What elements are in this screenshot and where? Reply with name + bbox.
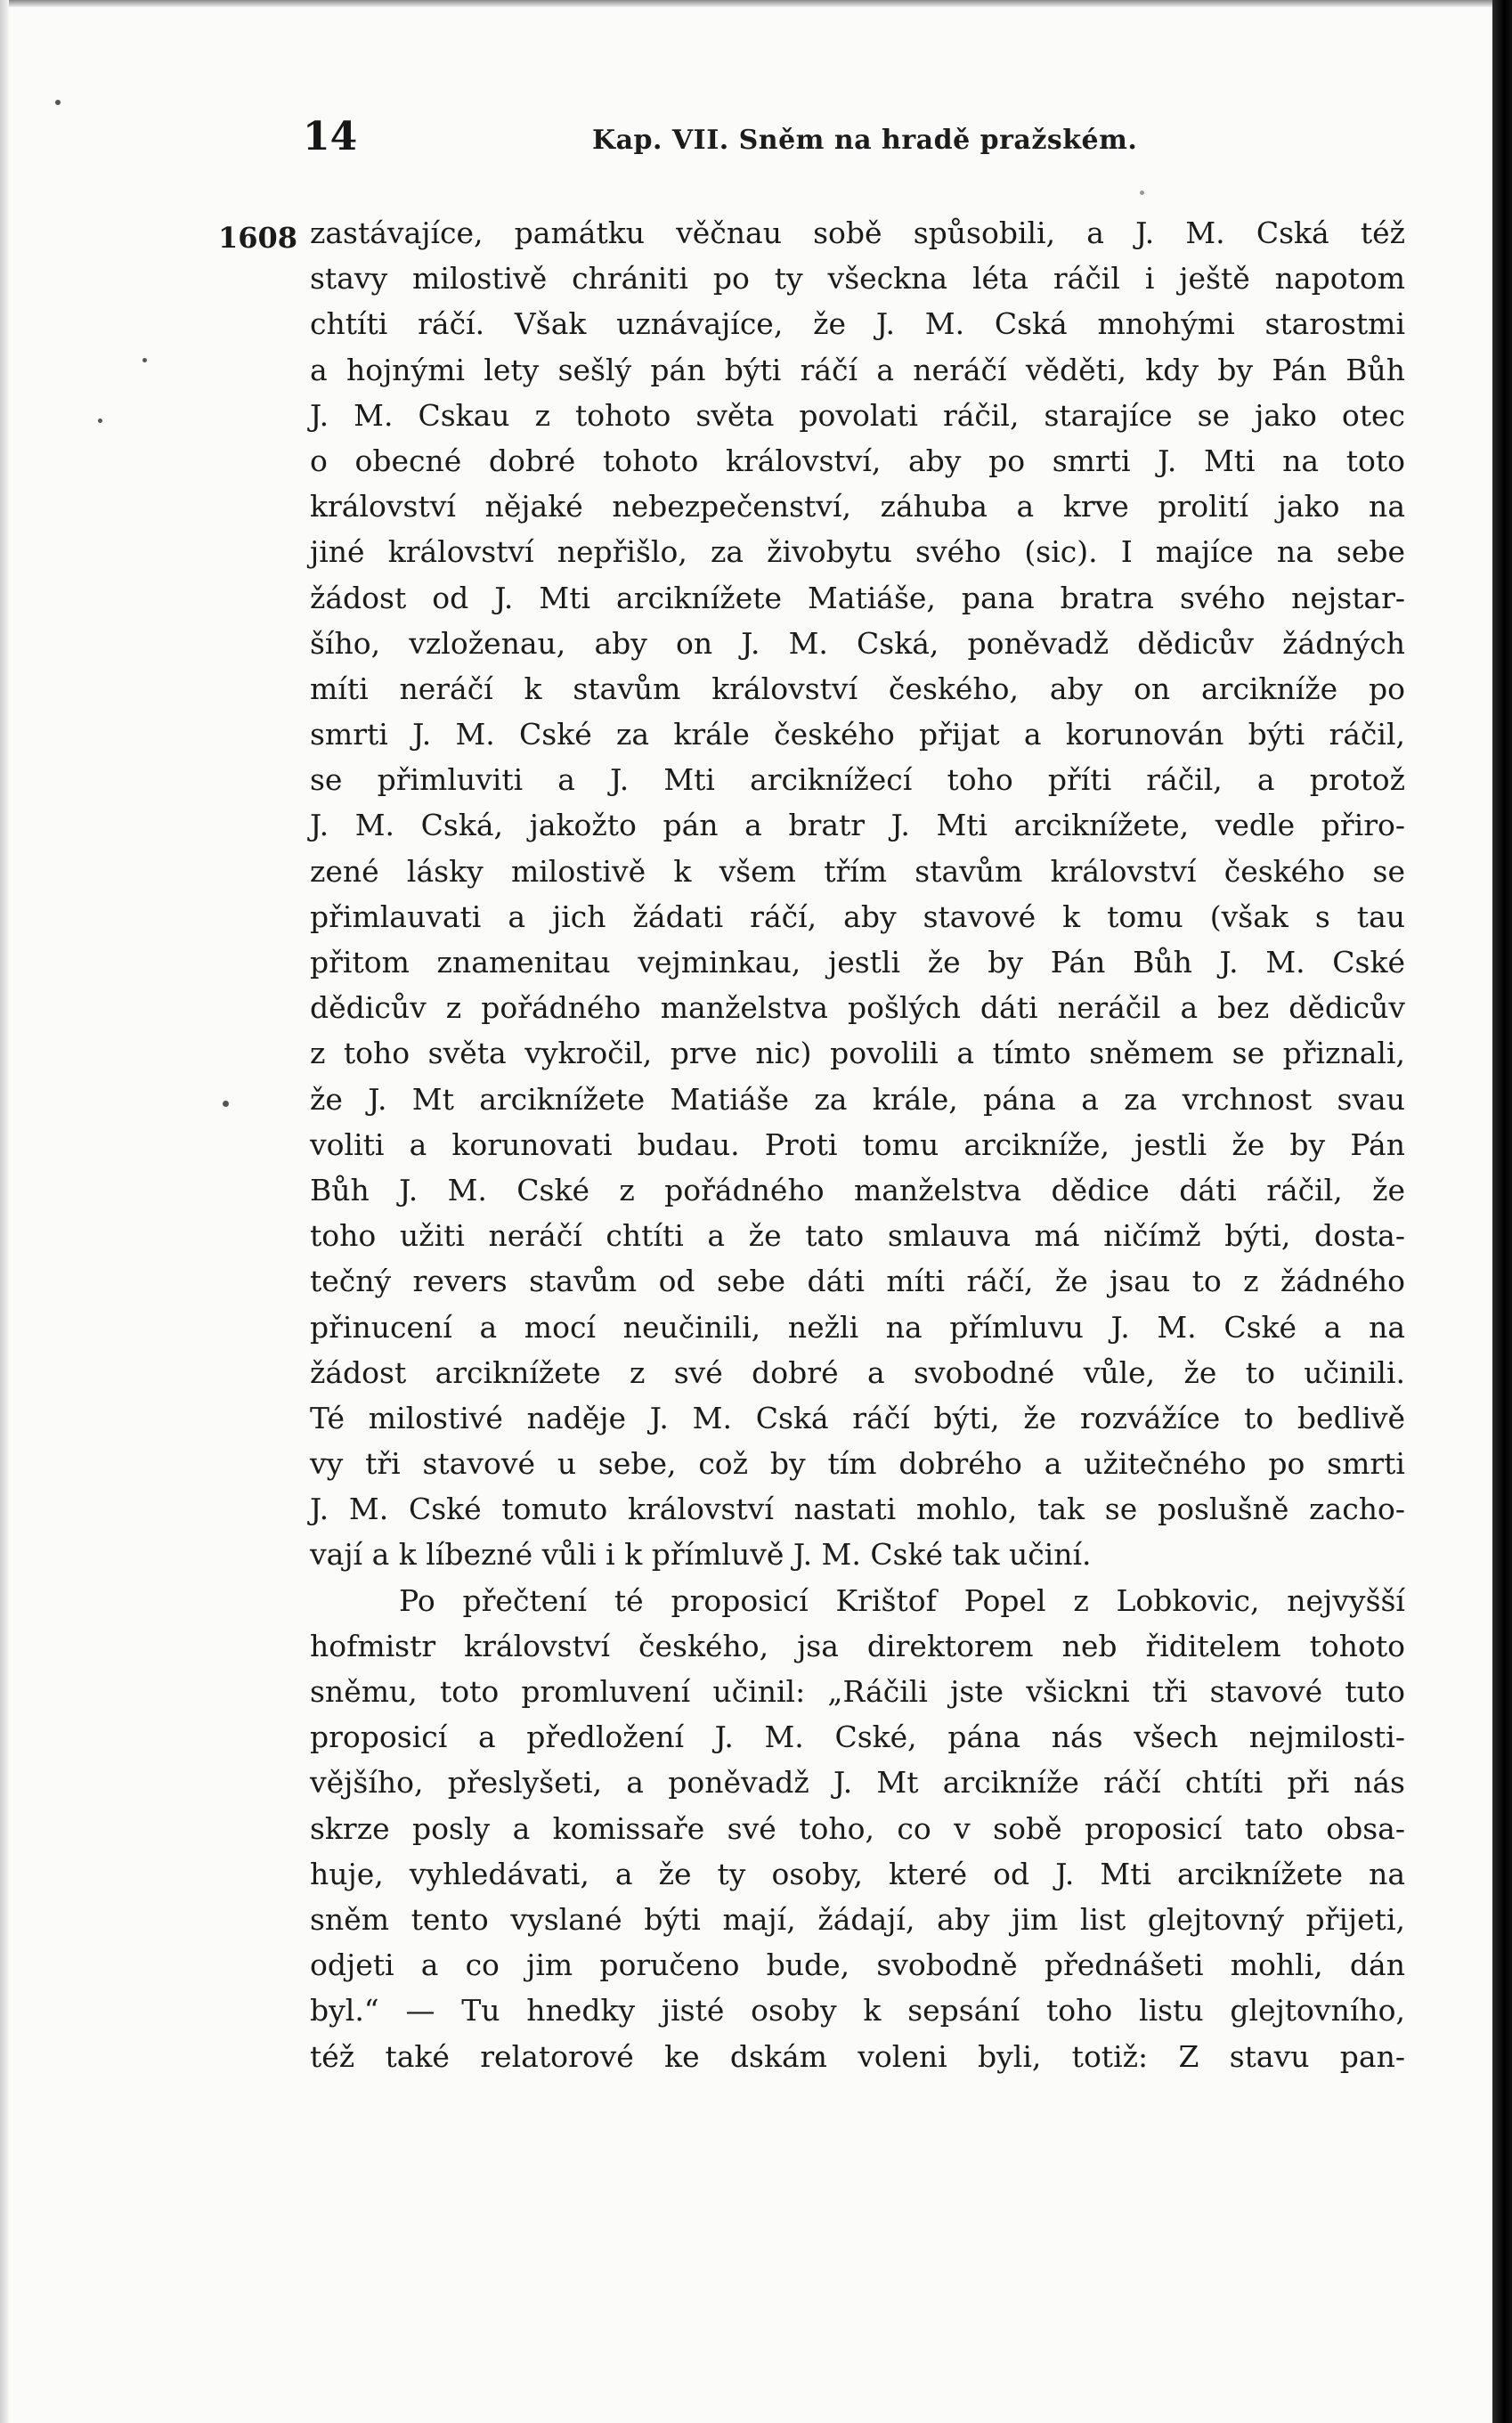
text-line: se přimluviti a J. Mti arciknížecí toho příti ráčil, a protož [310,762,1405,798]
text-line: dědicův z pořádného manželstva pošlých dáti neráčil a bez dědicův [310,990,1405,1026]
scan-speck [55,100,61,105]
paragraph-1 [310,210,1405,1578]
text-line: stavy milostivě chrániti po ty všeckna léta ráčil i ještě napotom [310,261,1405,297]
page-edge-left [0,0,9,2423]
text-line: přitom znamenitau vejminkau, jestli že by Pán Bůh J. M. Cské [310,945,1405,980]
scan-speck [142,358,147,362]
text-line: skrze posly a komissaře své toho, co v sobě proposicí tato obsa- [310,1810,1405,1846]
margin-year-note: 1608 [218,221,298,255]
text-line: proposicí a předložení J. M. Cské, pána nás všech nejmilosti- [310,1720,1405,1755]
text-line: přinucení a mocí neučinili, nežli na přímluvu J. M. Cské a na [310,1309,1405,1345]
text-line: vy tři stavové u sebe, což by tím dobrého a užitečného po smrti [310,1446,1405,1482]
text-line: míti neráčí k stavům království českého, aby on arcikníže po [310,671,1405,706]
text-line: J. M. Cská, jakožto pán a bratr J. Mti arciknížete, vedle přiro- [310,808,1405,843]
text-line: byl.“ — Tu hnedky jisté osoby k sepsání toho listu glejtovního, [310,1993,1405,2029]
text-line: Té milostivé naděje J. M. Cská ráčí býti, že rozvážíce to bedlivě [310,1400,1405,1435]
text-line: jiné království nepřišlo, za živobytu svého (sic). I majíce na sebe [310,534,1405,570]
body-text [310,210,1405,2079]
text-line: žádost arciknížete z své dobré a svobodné vůle, že to učinili. [310,1354,1405,1390]
text-line: chtíti ráčí. Však uznávajíce, že J. M. Cská mnohými starostmi [310,306,1405,342]
scan-speck [98,419,102,423]
text-line: žádost od J. Mti arciknížete Matiáše, pana bratra svého nejstar- [310,580,1405,615]
text-line: vají a k líbezné vůli i k přímluvě J. M. Cské tak učiní. [310,1537,1092,1573]
text-line: J. M. Cskau z tohoto světa povolati ráčil, starajíce se jako otec [310,397,1405,433]
text-line: J. M. Cské tomuto království nastati mohlo, tak se poslušně zacho- [310,1492,1405,1527]
text-line: a hojnými lety sešlý pán býti ráčí a neráčí věděti, kdy by Pán Bůh [310,352,1405,387]
text-line: z toho světa vykročil, prve nic) povolili a tímto sněmem se přiznali, [310,1036,1405,1071]
scan-speck [1140,191,1144,195]
text-line: též také relatorové ke dskám voleni byli, totiž: Z stavu pan- [310,2038,1405,2074]
text-line: hofmistr království českého, jsa direktorem neb řiditelem tohoto [310,1628,1405,1663]
text-line: voliti a korunovati budau. Proti tomu arcikníže, jestli že by Pán [310,1126,1405,1162]
page-edge-top [0,0,1512,7]
chapter-title: Kap. VII. Sněm na hradě pražském. [592,125,1138,156]
text-line: huje, vyhledávati, a že ty osoby, které od J. Mti arciknížete na [310,1856,1405,1891]
text-line: království nějaké nebezpečenství, záhuba a krve prolití jako na [310,489,1405,524]
text-line: sněmu, toto promluvení učinil: „Ráčili jste všickni tři stavové tuto [310,1674,1405,1709]
scan-speck [223,1101,229,1107]
text-line: toho užiti neráčí chtíti a že tato smlauva má ničímž býti, dosta- [310,1218,1405,1254]
text-line: tečný revers stavům od sebe dáti míti ráčí, že jsau to z žádného [310,1264,1405,1299]
text-line: smrti J. M. Cské za krále českého přijat a korunován býti ráčil, [310,717,1405,752]
text-line: zastávajíce, památku věčnau sobě spůsobili, a J. M. Cská též [310,215,1405,250]
text-line: odjeti a co jim poručeno bude, svobodně přednášeti mohli, dán [310,1947,1405,1983]
text-line: o obecné dobré tohoto království, aby po smrti J. Mti na toto [310,443,1405,478]
page-number: 14 [303,114,358,159]
text-line: vějšího, přeslyšeti, a poněvadž J. Mt arcikníže ráčí chtíti při nás [310,1765,1405,1801]
text-line: přimlauvati a jich žádati ráčí, aby stavové k tomu (však s tau [310,898,1405,934]
text-line: sněm tento vyslané býti mají, žádají, aby jim list glejtovný přijeti, [310,1901,1405,1937]
text-line: Po přečtení té proposicí Krištof Popel z Lobkovic, nejvyšší [399,1582,1405,1618]
text-line: zené lásky milostivě k všem třím stavům království českého se [310,853,1405,889]
text-line: Bůh J. M. Cské z pořádného manželstva dědice dáti ráčil, že [310,1172,1405,1207]
paragraph-2 [310,1578,1405,2079]
running-head [303,114,1407,167]
page-edge-right [1492,0,1512,2423]
text-line: že J. Mt arciknížete Matiáše za krále, pána a za vrchnost svau [310,1081,1405,1117]
text-line: šího, vzloženau, aby on J. M. Cská, poněvadž dědicův žádných [310,625,1405,661]
